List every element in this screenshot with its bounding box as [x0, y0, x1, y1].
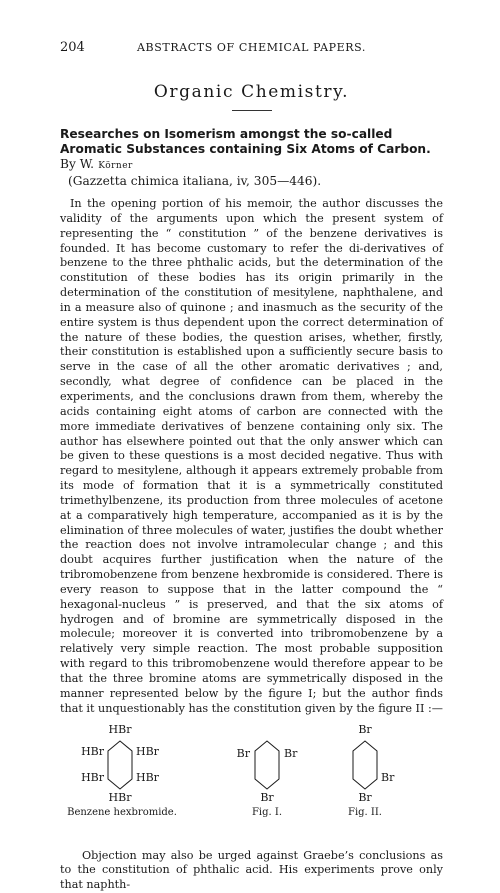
article-title [60, 127, 443, 174]
article-title-text: Researches on Isomerism amongst the so-called Aromatic Substances containing Six Atoms of Carbon. [60, 127, 431, 156]
fig2-label-right: Br [381, 770, 395, 784]
fig1-label-bottom: Br [260, 790, 274, 804]
figure-benzene-hexbromide [67, 723, 177, 818]
author-name: Körner [98, 161, 133, 171]
hexbromide-label-lower-right: HBr [136, 770, 159, 784]
section-title: Organic Chemistry. [153, 82, 350, 102]
fig1-label-right: Br [284, 746, 298, 760]
author-prefix: By W. [60, 157, 94, 171]
article-source: (Gazzetta chimica italiana, iv, 305—446). [68, 174, 322, 188]
hexbromide-label-lower-left: HBr [81, 770, 104, 784]
hexbromide-label-upper-right: HBr [136, 744, 159, 758]
page-number: 204 [60, 40, 85, 55]
hexbromide-label-upper-left: HBr [81, 744, 104, 758]
figures [60, 719, 443, 845]
fig2-label-bottom: Br [358, 790, 372, 804]
figure-1 [237, 741, 298, 818]
section-rule [232, 110, 272, 111]
hexbromide-label-bottom: HBr [108, 790, 132, 804]
fig2-label-top: Br [358, 722, 372, 736]
fig1-label-left: Br [236, 746, 250, 760]
structure-figures [60, 719, 443, 845]
hexbromide-caption: Benzene hexbromide. [67, 806, 177, 818]
paragraph-1: In the opening portion of his memoir, the author discusses the validity of the arguments upon which the present system of representing the “ constitution ” of the benzene derivatives is founded. It has become customary to refer the di-derivatives of benzene to the three phthalic acids, but the determination of the constitution of these bodies has its origin primarily in the determination of the constitution of mesitylene, naphthalene, and in a measure also of quinone ; and inasmuch as the security of the entire system is thus dependent upon the correct determination of the nature of these bodies, the question arises, whether, firstly, their constitution is established upon a sufficiently secure basis to serve in the case of all the other aromatic derivatives ; and, secondly, what degree of confidence can be placed in the experiments, and the conclusions drawn from them, whereby the acids containing eight atoms of carbon are connected with the more immediate derivatives of benzene containing only six. The author has elsewhere pointed out that the only answer which can be given to these questions is a most decided negative. Thus with regard to mesitylene, although it appears extremely probable from its mode of formation that it is a symmetrically constituted trimethylbenzene, its production from three molecules of acetone at a comparatively high temperature, accompanied as it is by the elimination of three molecules of water, justifies the doubt whether the reaction does not involve intramolecular change ; and this doubt acquires further justification when the nature of the tribromobenzene from benzene hexbromide is considered. There is every reason to suppose that in the latter compound the “ hexagonal-nucleus ” is preserved, and that the six atoms of hydrogen and of bromine are symmetrically disposed in the molecule; moreover it is converted into tribromobenzene by a relatively very simple reaction. The most probable supposition with regard to this tribromobenzene would therefore appear to be that the three bromine atoms are symmetrically disposed in the manner represented below by the figure I; but the author finds that it unquestionably has the constitution given by the figure II :— [60, 197, 443, 715]
running-head [60, 40, 443, 60]
article-body-continued [60, 849, 443, 893]
figure-2 [348, 723, 395, 818]
article-body [60, 197, 443, 717]
fig2-caption: Fig. II. [348, 806, 382, 818]
hexbromide-label-top: HBr [108, 722, 132, 736]
paragraph-2: Objection may also be urged against Graebe’s conclusions as to the constitution of phthalic acid. His experiments prove only that naphth- [60, 848, 443, 892]
page [60, 40, 443, 893]
journal-title: ABSTRACTS OF CHEMICAL PAPERS. [137, 41, 366, 54]
fig1-caption: Fig. I. [251, 806, 283, 818]
